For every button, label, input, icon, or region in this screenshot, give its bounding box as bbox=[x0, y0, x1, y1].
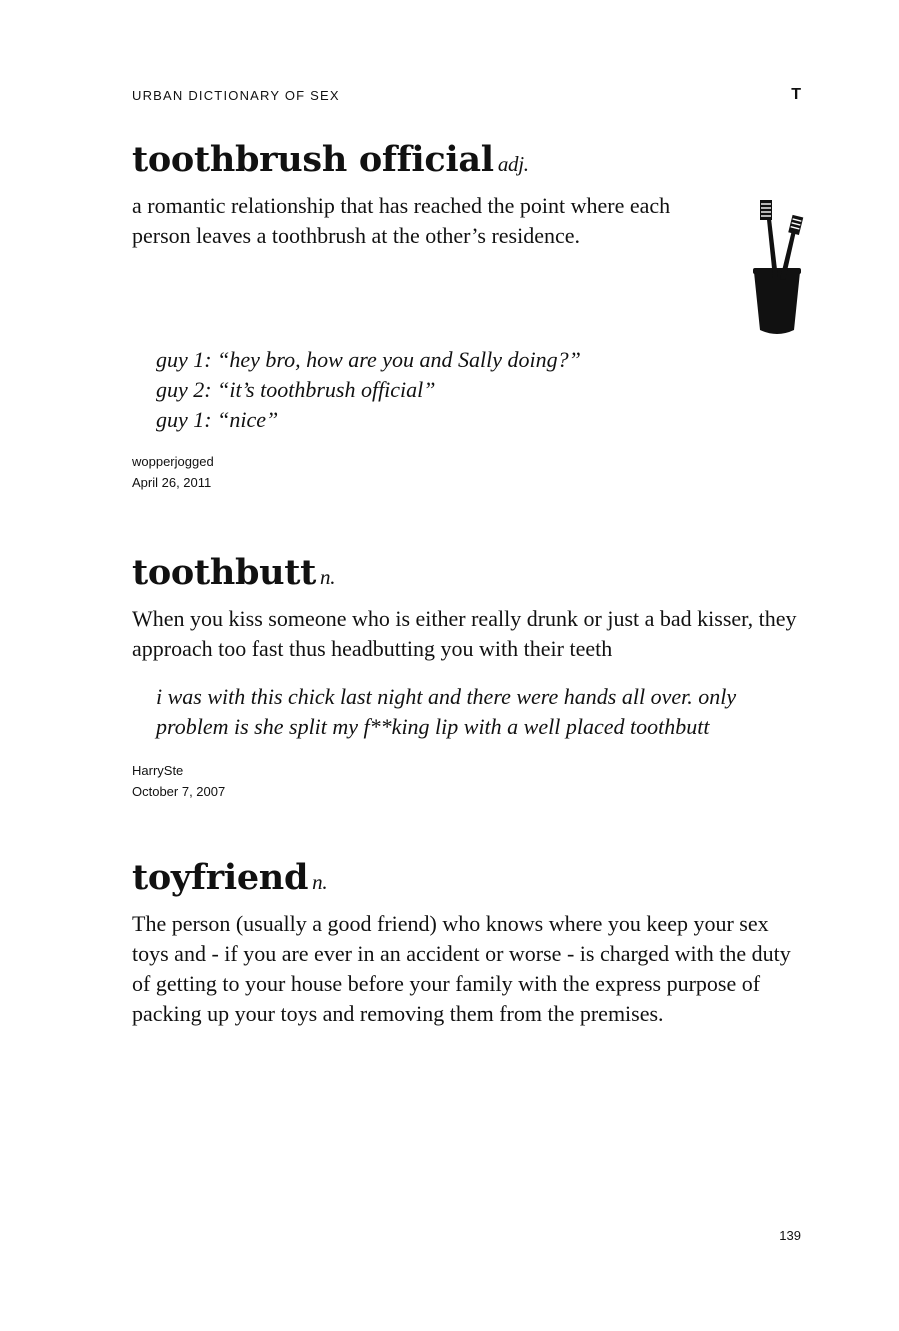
page-number: 139 bbox=[779, 1228, 801, 1243]
example-line: guy 1: “nice” bbox=[156, 407, 279, 432]
entry-toothbutt bbox=[132, 552, 802, 802]
entry-date: April 26, 2011 bbox=[132, 475, 212, 490]
entry-attribution bbox=[132, 760, 802, 802]
entry-definition: a romantic relationship that has reached the point where each person leaves a toothbrush at the other’s residence. bbox=[132, 193, 671, 248]
example-line: guy 2: “it’s toothbrush official” bbox=[156, 377, 436, 402]
example-line: guy 1: “hey bro, how are you and Sally doing?” bbox=[156, 347, 581, 372]
entry-definition: When you kiss someone who is either really drunk or just a bad kisser, they approach too fast thus headbutting you with their teeth bbox=[132, 606, 797, 661]
part-of-speech: adj. bbox=[497, 152, 529, 176]
toothbrushes-in-cup-icon bbox=[748, 196, 808, 338]
entry-headword bbox=[132, 139, 802, 181]
running-head: URBAN DICTIONARY OF SEX bbox=[132, 88, 340, 103]
entry-author: HarrySte bbox=[132, 763, 184, 778]
entry-toyfriend bbox=[132, 857, 802, 1029]
entry-headword bbox=[132, 857, 802, 899]
entry-definition: The person (usually a good friend) who knows where you keep your sex toys and - if you are ever in an accident or worse - is charged with the duty of getting to your house before your family with the express purpose of packing up your toys and removing them from the premises. bbox=[132, 911, 791, 1026]
headword-text: toothbutt bbox=[132, 552, 317, 593]
section-letter: T bbox=[791, 86, 801, 103]
entry-attribution bbox=[132, 451, 802, 493]
entry-example bbox=[156, 682, 796, 742]
headword-text: toothbrush official bbox=[132, 139, 494, 180]
part-of-speech: n. bbox=[320, 565, 336, 589]
entry-toothbrush-official bbox=[132, 139, 802, 493]
entry-date: October 7, 2007 bbox=[132, 784, 226, 799]
entry-headword bbox=[132, 552, 802, 594]
headword-text: toyfriend bbox=[132, 857, 309, 898]
entry-author: wopperjogged bbox=[132, 454, 214, 469]
entry-example bbox=[156, 345, 802, 435]
example-line: i was with this chick last night and there were hands all over. only problem is she split my f**king lip with a well placed toothbutt bbox=[156, 684, 737, 739]
part-of-speech: n. bbox=[312, 870, 328, 894]
